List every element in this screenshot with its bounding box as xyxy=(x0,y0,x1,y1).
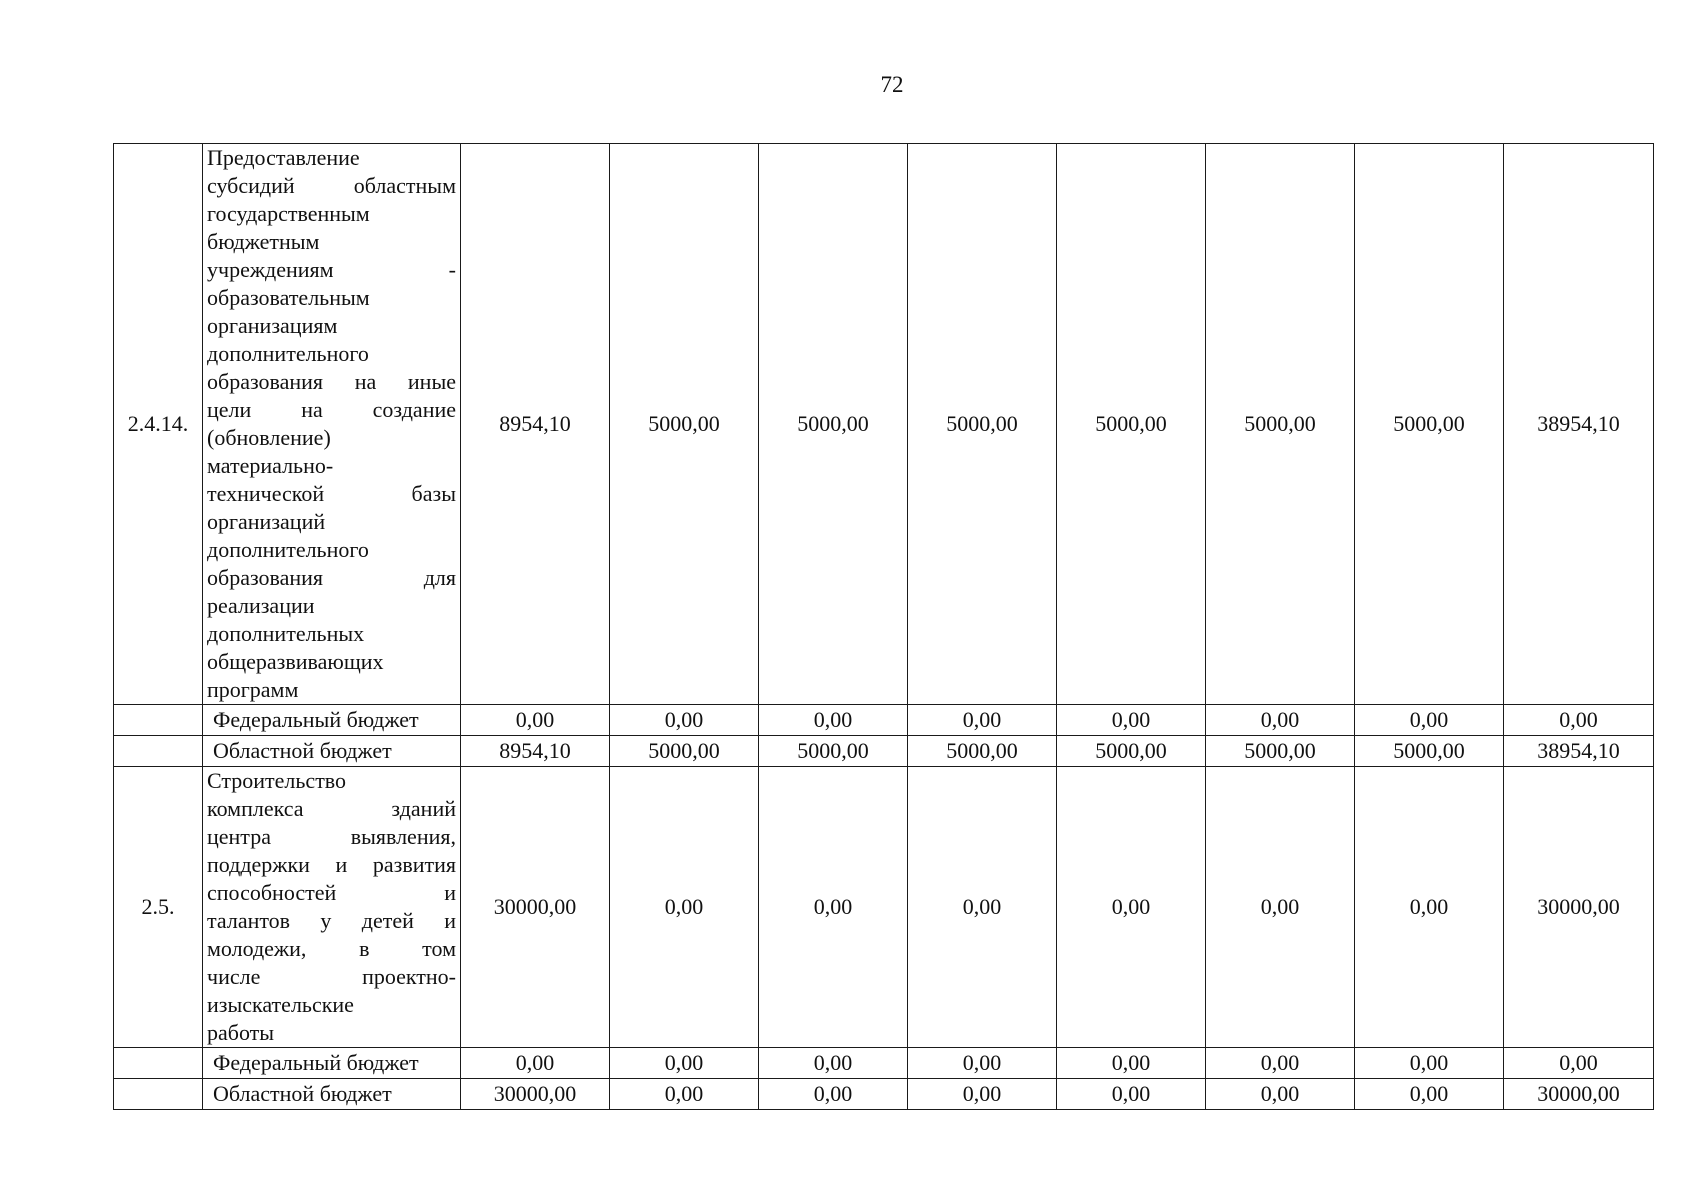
value-cell: 0,00 xyxy=(759,767,908,1048)
value-cell: 5000,00 xyxy=(1355,736,1504,767)
description-line: субсидий областным xyxy=(207,173,456,198)
empty-number-cell xyxy=(114,1048,203,1079)
description-line: общеразвивающих xyxy=(207,649,384,674)
value-cell: 0,00 xyxy=(1057,1079,1206,1110)
budget-source-row xyxy=(114,1079,1654,1110)
value-cell: 0,00 xyxy=(759,705,908,736)
value-cell: 0,00 xyxy=(461,1048,610,1079)
value-cell: 38954,10 xyxy=(1504,144,1654,705)
value-cell: 0,00 xyxy=(1355,1048,1504,1079)
budget-source-row xyxy=(114,705,1654,736)
value-cell: 0,00 xyxy=(1206,767,1355,1048)
budget-source-label: Областной бюджет xyxy=(203,736,461,767)
description-line: образования на иные xyxy=(207,369,456,394)
description-line: материально- xyxy=(207,453,334,478)
budget-source-label: Федеральный бюджет xyxy=(203,1048,461,1079)
budget-source-row xyxy=(114,736,1654,767)
description-line: дополнительного xyxy=(207,341,369,366)
description-line: Строительство xyxy=(207,768,347,793)
value-cell: 0,00 xyxy=(1057,705,1206,736)
description-line: бюджетным xyxy=(207,229,320,254)
value-cell: 8954,10 xyxy=(461,736,610,767)
description-line: работы xyxy=(207,1020,275,1045)
value-cell: 30000,00 xyxy=(461,1079,610,1110)
value-cell: 0,00 xyxy=(610,1048,759,1079)
value-cell: 5000,00 xyxy=(610,736,759,767)
value-cell: 5000,00 xyxy=(908,736,1057,767)
value-cell: 0,00 xyxy=(1355,1079,1504,1110)
value-cell: 5000,00 xyxy=(1206,736,1355,767)
value-cell: 5000,00 xyxy=(1355,144,1504,705)
description-line: Предоставление xyxy=(207,145,360,170)
value-cell: 0,00 xyxy=(908,767,1057,1048)
value-cell: 5000,00 xyxy=(1057,144,1206,705)
value-cell: 5000,00 xyxy=(908,144,1057,705)
row-description xyxy=(203,767,461,1048)
value-cell: 5000,00 xyxy=(1206,144,1355,705)
page-number: 72 xyxy=(880,72,904,97)
description-line: организациям xyxy=(207,313,338,338)
description-line: государственным xyxy=(207,201,370,226)
table-row xyxy=(114,144,1654,705)
budget-source-label: Областной бюджет xyxy=(203,1079,461,1110)
value-cell: 0,00 xyxy=(1355,705,1504,736)
description-line: числе проектно- xyxy=(207,964,456,989)
empty-number-cell xyxy=(114,736,203,767)
description-line: молодежи, в том xyxy=(207,936,456,961)
description-line: дополнительных xyxy=(207,621,365,646)
description-line: (обновление) xyxy=(207,425,331,450)
description-line: образовательным xyxy=(207,285,370,310)
value-cell: 0,00 xyxy=(1504,705,1654,736)
row-description xyxy=(203,144,461,705)
table-row xyxy=(114,767,1654,1048)
value-cell: 0,00 xyxy=(1206,1079,1355,1110)
value-cell: 0,00 xyxy=(1206,705,1355,736)
value-cell: 30000,00 xyxy=(1504,1079,1654,1110)
value-cell: 0,00 xyxy=(1206,1048,1355,1079)
description-line: организаций xyxy=(207,509,326,534)
value-cell: 30000,00 xyxy=(1504,767,1654,1048)
value-cell: 0,00 xyxy=(610,1079,759,1110)
description-line: центра выявления, xyxy=(207,824,456,849)
value-cell: 5000,00 xyxy=(759,144,908,705)
description-line: способностей и xyxy=(207,880,456,905)
description-line: технической базы xyxy=(207,481,456,506)
row-number: 2.5. xyxy=(114,767,203,1048)
description-line: изыскательские xyxy=(207,992,354,1017)
value-cell: 38954,10 xyxy=(1504,736,1654,767)
empty-number-cell xyxy=(114,705,203,736)
budget-source-label: Федеральный бюджет xyxy=(203,705,461,736)
description-line: дополнительного xyxy=(207,537,369,562)
value-cell: 0,00 xyxy=(908,1048,1057,1079)
description-line: комплекса зданий xyxy=(207,796,456,821)
value-cell: 0,00 xyxy=(1057,1048,1206,1079)
description-line: реализации xyxy=(207,593,315,618)
value-cell: 0,00 xyxy=(908,705,1057,736)
row-number: 2.4.14. xyxy=(114,144,203,705)
budget-source-row xyxy=(114,1048,1654,1079)
value-cell: 0,00 xyxy=(1057,767,1206,1048)
value-cell: 0,00 xyxy=(461,705,610,736)
value-cell: 30000,00 xyxy=(461,767,610,1048)
description-line: программ xyxy=(207,677,299,702)
description-line: талантов у детей и xyxy=(207,908,456,933)
value-cell: 5000,00 xyxy=(610,144,759,705)
value-cell: 5000,00 xyxy=(1057,736,1206,767)
description-line: поддержки и развития xyxy=(207,852,456,877)
value-cell: 0,00 xyxy=(759,1048,908,1079)
description-line: учреждениям - xyxy=(207,257,456,282)
empty-number-cell xyxy=(114,1079,203,1110)
value-cell: 0,00 xyxy=(759,1079,908,1110)
value-cell: 8954,10 xyxy=(461,144,610,705)
budget-table xyxy=(113,143,1654,1110)
value-cell: 0,00 xyxy=(908,1079,1057,1110)
description-line: цели на создание xyxy=(207,397,456,422)
value-cell: 0,00 xyxy=(610,767,759,1048)
value-cell: 0,00 xyxy=(1504,1048,1654,1079)
value-cell: 0,00 xyxy=(610,705,759,736)
value-cell: 0,00 xyxy=(1355,767,1504,1048)
value-cell: 5000,00 xyxy=(759,736,908,767)
description-line: образования для xyxy=(207,565,456,590)
